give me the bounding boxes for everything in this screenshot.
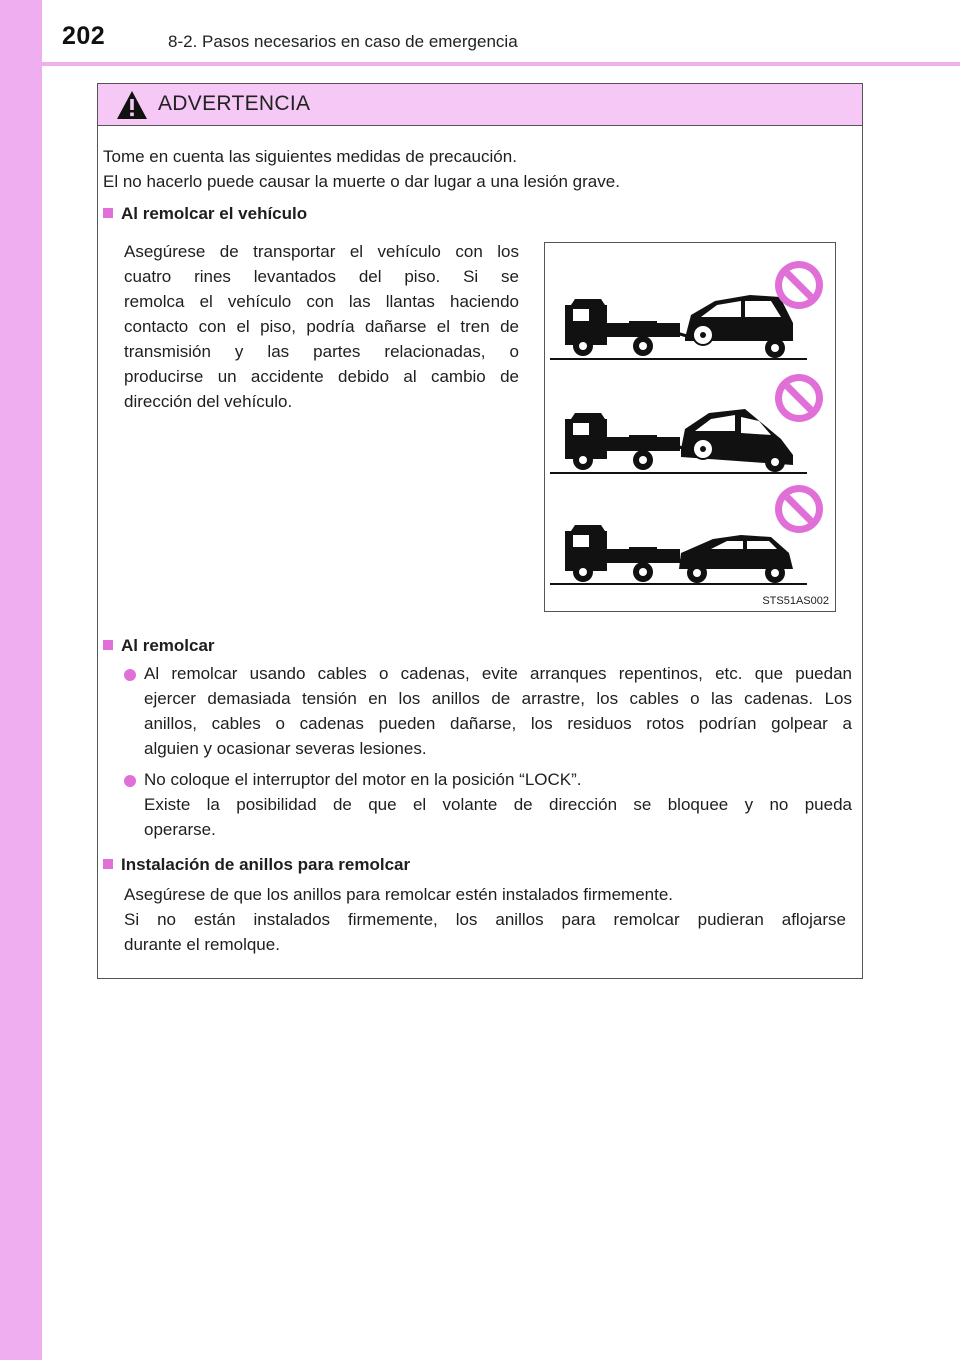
warning-header xyxy=(98,84,862,126)
intro-line-2: El no hacerlo puede causar la muerte o dar lugar a una lesión grave. xyxy=(103,172,620,191)
body-line: alguien y ocasionar severas lesiones. xyxy=(144,739,427,758)
body-line: Asegúrese de transportar el vehículo con los xyxy=(124,242,519,261)
section-heading-towing-vehicle xyxy=(103,201,307,226)
body-line: durante el remolque. xyxy=(124,935,280,954)
section-title: 8-2. Pasos necesarios en caso de emergencia xyxy=(168,32,518,51)
towing-diagram xyxy=(545,243,835,611)
section-heading-text: Instalación de anillos para remolcar xyxy=(121,855,411,874)
tow-scene-1 xyxy=(550,261,823,359)
towing-illustration xyxy=(544,242,836,612)
section3-body xyxy=(124,882,846,957)
warning-box xyxy=(97,83,863,979)
intro-line-1: Tome en cuenta las siguientes medidas de precaución. xyxy=(103,147,517,166)
body-line: remolca el vehículo con las llantas haciendo xyxy=(124,292,519,311)
warning-title: ADVERTENCIA xyxy=(158,92,311,115)
body-line: contacto con el piso, podría dañarse el tren de xyxy=(124,317,519,336)
section1-body xyxy=(124,239,519,414)
bullet-item-2 xyxy=(144,767,852,842)
body-line: dirección del vehículo. xyxy=(124,392,293,411)
left-color-band xyxy=(0,0,42,1360)
tow-scene-3 xyxy=(550,485,823,584)
body-line: operarse. xyxy=(144,820,216,839)
body-line: Al remolcar usando cables o cadenas, evite arranques repentinos, etc. que puedan xyxy=(144,664,852,683)
body-line: Existe la posibilidad de que el volante de dirección se bloquee y no pueda xyxy=(144,795,852,814)
dot-bullet-icon xyxy=(124,774,136,792)
dot-bullet-icon xyxy=(124,668,136,686)
tow-scene-2 xyxy=(550,374,823,473)
square-bullet-icon xyxy=(103,640,113,650)
section-heading-text: Al remolcar el vehículo xyxy=(121,204,308,223)
body-line: No coloque el interruptor del motor en la posición “LOCK”. xyxy=(144,770,582,789)
page-number: 202 xyxy=(62,22,106,50)
body-line: Asegúrese de que los anillos para remolcar estén instalados firmemente. xyxy=(124,885,674,904)
header-rule xyxy=(42,62,960,66)
body-line: cuatro rines levantados del piso. Si se xyxy=(124,267,519,286)
body-line: ejercer demasiada tensión en los anillos de arrastre, los cables o las cadenas. Los xyxy=(144,689,852,708)
square-bullet-icon xyxy=(103,208,113,218)
body-line: Si no están instalados firmemente, los anillos para remolcar pudieran aflojarse xyxy=(124,910,846,929)
section-heading-tow-eye xyxy=(103,852,410,877)
section-heading-towing xyxy=(103,633,215,658)
square-bullet-icon xyxy=(103,859,113,869)
warning-triangle-icon xyxy=(116,90,148,120)
figure-code: STS51AS002 xyxy=(762,595,829,607)
section-heading-text: Al remolcar xyxy=(121,636,215,655)
body-line: producirse un accidente debido al cambio de xyxy=(124,367,519,386)
body-line: transmisión y las partes relacionadas, o xyxy=(124,342,519,361)
bullet-item-1 xyxy=(144,661,852,761)
body-line: anillos, cables o cadenas pueden dañarse, los residuos rotos podrían golpear a xyxy=(144,714,852,733)
